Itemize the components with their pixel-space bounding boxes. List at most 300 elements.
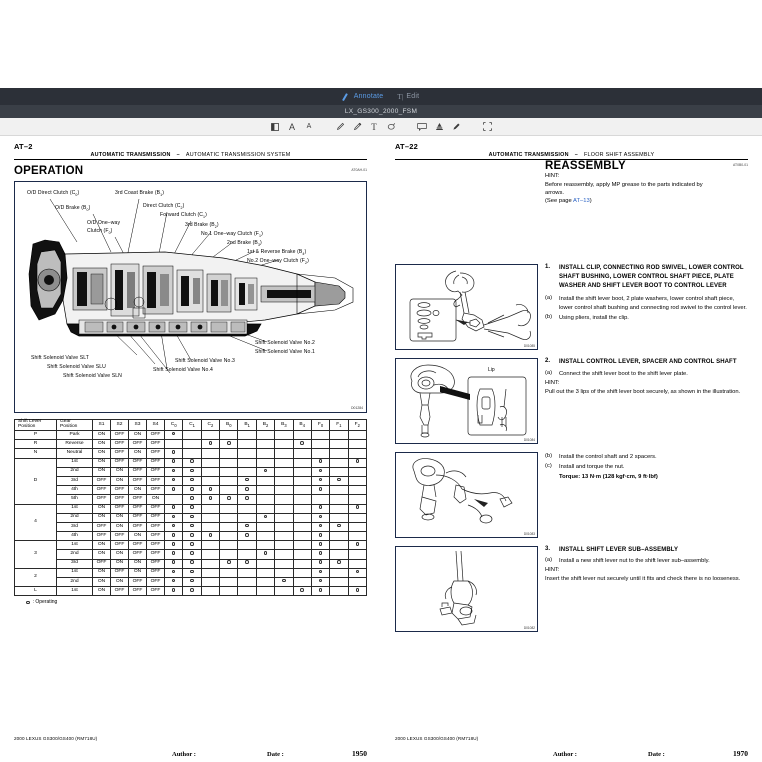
highlighter-icon[interactable] — [349, 119, 366, 135]
cell-element-b2 — [256, 476, 274, 485]
cell-element-b4 — [293, 541, 311, 550]
col-b4: $B_4$ — [293, 420, 311, 431]
pencil-icon[interactable] — [332, 119, 349, 135]
step-torque-row — [545, 473, 748, 482]
edit-button[interactable] — [397, 93, 419, 101]
cell-gear-position: 4th — [57, 532, 93, 541]
cell-element-c1 — [183, 541, 201, 550]
substep-label: (a) — [545, 557, 553, 564]
cell-element-f1 — [330, 513, 348, 522]
substep-text: Install the shift lever boot, 2 plate washers, lower control shaft piece, lower control shaft bushing and connecting rod swivel to the control lever. — [559, 296, 747, 311]
cell-solenoid-s1: ON — [93, 568, 111, 577]
font-decrease-icon[interactable]: A — [306, 123, 312, 130]
page-layout-icon[interactable] — [267, 119, 284, 135]
operating-circle-icon — [245, 560, 249, 564]
cell-element-c0 — [165, 532, 183, 541]
step-substep — [545, 463, 748, 472]
operating-circle-icon — [190, 524, 194, 528]
step-title: INSTALL CONTROL LEVER, SPACER AND CONTROL SHAFT — [559, 359, 737, 366]
illustration-code: D01083 — [523, 532, 535, 537]
cell-gear-position: Neutral — [57, 449, 93, 458]
cell-element-b4 — [293, 440, 311, 449]
cell-solenoid-s2: ON — [111, 559, 129, 568]
cell-solenoid-s2: OFF — [111, 449, 129, 458]
page-right-doc-code: AT0B0-01 — [732, 163, 748, 168]
operating-circle-icon — [172, 579, 176, 583]
toolbar-group-note — [414, 119, 465, 135]
cell-solenoid-s2: OFF — [111, 495, 129, 504]
fullscreen-icon[interactable] — [479, 119, 496, 135]
cell-solenoid-s3: OFF — [129, 458, 147, 467]
cell-element-c1 — [183, 431, 201, 440]
cell-element-c1 — [183, 568, 201, 577]
table-row — [15, 504, 367, 513]
see-page-link[interactable]: AT–13 — [573, 198, 590, 205]
cell-element-b4 — [293, 431, 311, 440]
cell-element-b4 — [293, 587, 311, 596]
cell-element-b4 — [293, 467, 311, 476]
illustration-step-1 — [395, 264, 538, 350]
cell-element-c2 — [201, 495, 219, 504]
operating-circle-icon — [300, 441, 304, 445]
page-left-section-title: OPERATION — [14, 165, 84, 178]
operating-circle-icon — [172, 505, 176, 509]
cell-element-b0 — [220, 504, 238, 513]
cell-element-c1 — [183, 440, 201, 449]
hint-line-1: Before reassembly, apply MP grease to the parts indicated by — [545, 181, 703, 188]
step-substep — [545, 295, 748, 312]
footer-author-label: Author : — [553, 751, 577, 758]
cell-element-f2 — [348, 532, 366, 541]
page-right[interactable] — [381, 136, 762, 762]
cell-gear-position: 5th — [57, 495, 93, 504]
table-legend — [14, 599, 367, 605]
cell-element-f1 — [330, 449, 348, 458]
cell-element-c0 — [165, 476, 183, 485]
cell-element-b1 — [238, 476, 256, 485]
figure-label: Clutch $(F_0)$ — [87, 228, 113, 236]
col-shift-lever-position: Shift Lever Position — [15, 420, 57, 431]
cell-element-c0 — [165, 486, 183, 495]
cell-element-b2 — [256, 587, 274, 596]
cell-element-c1 — [183, 578, 201, 587]
stamp-icon[interactable] — [431, 119, 448, 135]
cell-element-b1 — [238, 568, 256, 577]
cell-element-f0 — [311, 476, 329, 485]
col-c0: $C_0$ — [165, 420, 183, 431]
cell-element-c2 — [201, 467, 219, 476]
cell-element-f1 — [330, 568, 348, 577]
col-b2: $B_2$ — [256, 420, 274, 431]
cell-gear-position: 1st — [57, 568, 93, 577]
cell-element-c2 — [201, 513, 219, 522]
cell-shift-lever-position: P — [15, 431, 57, 440]
illustration-code: D01082 — [523, 626, 535, 631]
table-row — [15, 458, 367, 467]
note-icon[interactable] — [414, 119, 431, 135]
table-row — [15, 476, 367, 485]
document-spread — [0, 136, 762, 762]
cell-element-c2 — [201, 568, 219, 577]
document-title: LX_GS300_2000_FSM — [344, 108, 418, 115]
operating-circle-icon — [172, 524, 176, 528]
cell-gear-position: 2nd — [57, 513, 93, 522]
cell-solenoid-s2: ON — [111, 550, 129, 559]
cell-element-b1 — [238, 440, 256, 449]
cell-gear-position: 2nd — [57, 550, 93, 559]
cell-element-f0 — [311, 467, 329, 476]
step-heading-2 — [545, 358, 748, 367]
operating-circle-icon — [172, 551, 176, 555]
cell-solenoid-s4: OFF — [147, 541, 165, 550]
cell-solenoid-s1: ON — [93, 440, 111, 449]
cell-element-f2 — [348, 550, 366, 559]
figure-label: Shift Solenoid Valve SLT — [31, 355, 89, 362]
step-heading-1 — [545, 264, 748, 291]
operating-circle-icon — [190, 469, 194, 473]
figure-label: No.2 One–way Clutch $(F_2)$ — [247, 258, 309, 266]
operating-circle-icon — [264, 551, 268, 555]
cell-element-b0 — [220, 559, 238, 568]
step-text-3 — [545, 452, 748, 538]
cell-solenoid-s4: OFF — [147, 431, 165, 440]
cell-element-b1 — [238, 486, 256, 495]
cell-element-b2 — [256, 495, 274, 504]
operating-circle-icon — [356, 542, 360, 546]
col-f1: $F_1$ — [330, 420, 348, 431]
cell-element-f1 — [330, 550, 348, 559]
step-number: 3. — [545, 546, 551, 553]
cell-solenoid-s1: ON — [93, 513, 111, 522]
cell-element-c2 — [201, 532, 219, 541]
cell-element-f0 — [311, 504, 329, 513]
footer-page-number: 1970 — [733, 749, 748, 758]
illustration-code: D01085 — [523, 344, 535, 349]
cell-element-b1 — [238, 513, 256, 522]
figure-label: 1st & Reverse Brake $(B_4)$ — [247, 249, 307, 257]
illustration-caption: Lip — [488, 367, 495, 374]
page-right-folio: AT–22 — [395, 142, 418, 151]
cell-solenoid-s2: ON — [111, 522, 129, 531]
cell-element-b4 — [293, 458, 311, 467]
cell-gear-position: 1st — [57, 541, 93, 550]
step-hint-text: Pull out the 3 lips of the shift lever boot securely, as shown in the illustration. — [545, 388, 741, 395]
footer-signature-row — [14, 749, 367, 758]
cell-solenoid-s3: OFF — [129, 513, 147, 522]
footer-date-label: Date : — [648, 751, 665, 758]
cell-element-c1 — [183, 587, 201, 596]
operating-circle-icon — [264, 515, 268, 519]
operating-circle-icon — [172, 469, 176, 473]
cell-element-f1 — [330, 578, 348, 587]
col-c2: $C_2$ — [201, 420, 219, 431]
cell-solenoid-s1: OFF — [93, 476, 111, 485]
operating-circle-icon — [319, 533, 323, 537]
operating-circle-icon — [319, 560, 323, 564]
cell-element-b3 — [275, 587, 293, 596]
table-row — [15, 550, 367, 559]
cell-element-b4 — [293, 449, 311, 458]
operating-circle-icon — [190, 496, 194, 500]
shape-tool-icon[interactable] — [383, 119, 400, 135]
cell-shift-lever-position: D — [15, 458, 57, 504]
cell-element-c1 — [183, 486, 201, 495]
cell-solenoid-s3: ON — [129, 559, 147, 568]
cell-element-c2 — [201, 458, 219, 467]
figure-label: Shift Solenoid Valve No.3 — [175, 358, 235, 365]
step-row-4 — [395, 546, 748, 632]
cell-element-c2 — [201, 504, 219, 513]
step-heading-4 — [545, 546, 748, 555]
text-tool-icon[interactable]: T — [371, 121, 377, 132]
cell-element-f2 — [348, 458, 366, 467]
cell-element-b3 — [275, 486, 293, 495]
figure-label: 3rd Brake $(B_2)$ — [185, 222, 219, 230]
cell-element-b0 — [220, 550, 238, 559]
figure-label: 2nd Brake $(B_3)$ — [227, 240, 262, 248]
operating-circle-icon — [319, 542, 323, 546]
cell-element-f2 — [348, 513, 366, 522]
cell-solenoid-s1: ON — [93, 458, 111, 467]
cell-solenoid-s1: ON — [93, 504, 111, 513]
footer-manual-code: 2000 LEXUS GS300/GS400 (RM718U) — [14, 736, 98, 741]
operating-circle-icon — [356, 505, 360, 509]
cell-element-b0 — [220, 568, 238, 577]
cell-shift-lever-position: 4 — [15, 504, 57, 541]
cell-gear-position: 1st — [57, 458, 93, 467]
footer-signature-row — [395, 749, 748, 758]
cell-element-c0 — [165, 568, 183, 577]
cell-solenoid-s2: OFF — [111, 431, 129, 440]
operating-circle-icon — [319, 469, 323, 473]
cell-solenoid-s3: OFF — [129, 476, 147, 485]
cell-element-c1 — [183, 458, 201, 467]
operating-circle-icon — [319, 487, 323, 491]
substep-label: (a) — [545, 295, 553, 302]
cell-element-f0 — [311, 559, 329, 568]
figure-label: No.1 One–way Clutch $(F_1)$ — [201, 231, 263, 239]
page-left[interactable] — [0, 136, 381, 762]
table-row — [15, 440, 367, 449]
cell-element-b2 — [256, 578, 274, 587]
cell-element-b1 — [238, 467, 256, 476]
operating-circle-icon — [319, 570, 323, 574]
operating-circle-icon — [190, 560, 194, 564]
cell-element-b3 — [275, 495, 293, 504]
operating-circle-icon — [172, 515, 176, 519]
cell-element-f1 — [330, 486, 348, 495]
cell-element-c0 — [165, 513, 183, 522]
step-text-1 — [545, 264, 748, 350]
operating-circle-icon — [319, 505, 323, 509]
cell-element-b4 — [293, 568, 311, 577]
col-b1: $B_1$ — [238, 420, 256, 431]
cell-element-b0 — [220, 578, 238, 587]
toolbar-group-draw — [332, 119, 400, 135]
cell-element-b2 — [256, 504, 274, 513]
col-c1: $C_1$ — [183, 420, 201, 431]
cell-element-c0 — [165, 449, 183, 458]
cell-element-f0 — [311, 495, 329, 504]
operating-circle-icon — [337, 560, 341, 564]
cell-solenoid-s1: ON — [93, 541, 111, 550]
cell-solenoid-s1: OFF — [93, 486, 111, 495]
step-substep — [545, 314, 748, 323]
operating-circle-icon — [190, 515, 194, 519]
operating-circle-icon — [319, 579, 323, 583]
cell-element-b4 — [293, 513, 311, 522]
cell-solenoid-s4: OFF — [147, 440, 165, 449]
operating-circle-icon — [245, 524, 249, 528]
cell-element-c1 — [183, 532, 201, 541]
cell-element-b3 — [275, 541, 293, 550]
cell-gear-position: 2nd — [57, 467, 93, 476]
cell-element-b3 — [275, 532, 293, 541]
cell-element-f2 — [348, 587, 366, 596]
cell-element-c2 — [201, 550, 219, 559]
font-increase-icon[interactable]: A — [288, 121, 295, 132]
cell-solenoid-s1: ON — [93, 550, 111, 559]
step-hint-label: HINT: — [545, 379, 560, 386]
operating-circle-icon — [337, 478, 341, 482]
cell-element-c2 — [201, 440, 219, 449]
cell-element-c2 — [201, 559, 219, 568]
operating-circle-icon — [245, 496, 249, 500]
cell-element-f1 — [330, 458, 348, 467]
cell-element-b4 — [293, 495, 311, 504]
table-row — [15, 467, 367, 476]
step-row-2 — [395, 358, 748, 444]
cell-element-c0 — [165, 495, 183, 504]
operating-circle-icon — [172, 478, 176, 482]
cell-element-b1 — [238, 495, 256, 504]
cell-element-c2 — [201, 578, 219, 587]
cell-solenoid-s4: OFF — [147, 550, 165, 559]
cell-element-c1 — [183, 504, 201, 513]
table-header-row — [15, 420, 367, 431]
step-number: 2. — [545, 358, 551, 365]
cell-element-c0 — [165, 467, 183, 476]
cell-shift-lever-position: R — [15, 440, 57, 449]
step-text-4 — [545, 546, 748, 632]
cell-element-f1 — [330, 431, 348, 440]
operating-circle-icon — [356, 570, 360, 574]
cell-element-c1 — [183, 476, 201, 485]
cell-solenoid-s3: OFF — [129, 578, 147, 587]
cell-element-f1 — [330, 532, 348, 541]
cell-element-b2 — [256, 486, 274, 495]
cell-gear-position: 1st — [57, 587, 93, 596]
table-row — [15, 568, 367, 577]
cell-element-c1 — [183, 550, 201, 559]
substep-text: Install and torque the nut. — [559, 463, 625, 470]
cell-solenoid-s2: OFF — [111, 532, 129, 541]
annotation-mode-bar — [0, 88, 762, 105]
operating-circle-icon — [300, 588, 304, 592]
cell-element-f0 — [311, 532, 329, 541]
cell-element-c0 — [165, 458, 183, 467]
cell-solenoid-s4: OFF — [147, 568, 165, 577]
table-row — [15, 541, 367, 550]
cell-element-b4 — [293, 504, 311, 513]
cell-element-b4 — [293, 578, 311, 587]
cell-element-f2 — [348, 568, 366, 577]
cell-element-f0 — [311, 550, 329, 559]
step-title: INSTALL CLIP, CONNECTING ROD SWIVEL, LOWER CONTROL SHAFT BUSHING, LOWER CONTROL SHAFT PIECE, PLATE WASHER AND SHIFT LEVER BOOT TO CONTROL LEVER — [559, 265, 744, 290]
cell-element-f1 — [330, 541, 348, 550]
cell-solenoid-s4: OFF — [147, 504, 165, 513]
cell-solenoid-s4: OFF — [147, 449, 165, 458]
col-b3: $B_3$ — [275, 420, 293, 431]
cell-element-b1 — [238, 587, 256, 596]
operating-circle-icon — [282, 579, 286, 583]
operating-circle-icon — [245, 533, 249, 537]
runhead-main: AUTOMATIC TRANSMISSION — [488, 152, 569, 158]
cell-element-f0 — [311, 440, 329, 449]
cell-gear-position: 2nd — [57, 578, 93, 587]
cell-element-b0 — [220, 476, 238, 485]
table-row — [15, 486, 367, 495]
col-gear-position: Gear Position — [57, 420, 93, 431]
operating-circle-icon — [356, 588, 360, 592]
runhead-main: AUTOMATIC TRANSMISSION — [90, 152, 171, 158]
substep-label: (b) — [545, 453, 553, 460]
cell-gear-position: 4th — [57, 486, 93, 495]
operating-circle-icon — [245, 487, 249, 491]
step-row-3 — [395, 452, 748, 538]
cell-element-b3 — [275, 559, 293, 568]
step-text-2 — [545, 358, 748, 444]
operating-circle-icon — [172, 459, 176, 463]
cell-element-c0 — [165, 550, 183, 559]
step-row-1 — [395, 264, 748, 350]
annotate-label: Annotate — [353, 93, 384, 100]
operating-circle-icon — [190, 533, 194, 537]
cell-solenoid-s1: ON — [93, 431, 111, 440]
cell-solenoid-s4: OFF — [147, 476, 165, 485]
annotate-button[interactable] — [343, 93, 384, 101]
page-right-runhead — [395, 152, 748, 158]
cell-solenoid-s4: OFF — [147, 513, 165, 522]
cell-solenoid-s3: OFF — [129, 440, 147, 449]
operating-circle-icon — [172, 487, 176, 491]
page-left-content — [14, 142, 367, 605]
cell-solenoid-s2: OFF — [111, 587, 129, 596]
cell-solenoid-s1: OFF — [93, 532, 111, 541]
cell-element-c0 — [165, 522, 183, 531]
page-left-doc-code: AT0AH-01 — [351, 168, 367, 173]
cell-element-f2 — [348, 578, 366, 587]
cell-element-b0 — [220, 431, 238, 440]
cell-solenoid-s3: ON — [129, 449, 147, 458]
cell-element-f1 — [330, 440, 348, 449]
cell-solenoid-s1: ON — [93, 578, 111, 587]
see-page-reference: (See page AT–13) — [545, 198, 592, 205]
cell-element-b3 — [275, 431, 293, 440]
col-s3: S3 — [129, 420, 147, 431]
reassembly-steps — [395, 264, 748, 632]
col-s2: S2 — [111, 420, 129, 431]
step-number: 1. — [545, 264, 551, 271]
cell-element-b2 — [256, 449, 274, 458]
figure-label: Forward Clutch $(C_1)$ — [160, 212, 207, 220]
cell-element-b2 — [256, 550, 274, 559]
figure-label: 3rd Coast Brake $(B_1)$ — [115, 190, 165, 198]
cell-element-b1 — [238, 431, 256, 440]
runhead-dash: – — [176, 152, 180, 158]
operating-circle-icon — [337, 524, 341, 528]
marker-icon[interactable] — [448, 119, 465, 135]
